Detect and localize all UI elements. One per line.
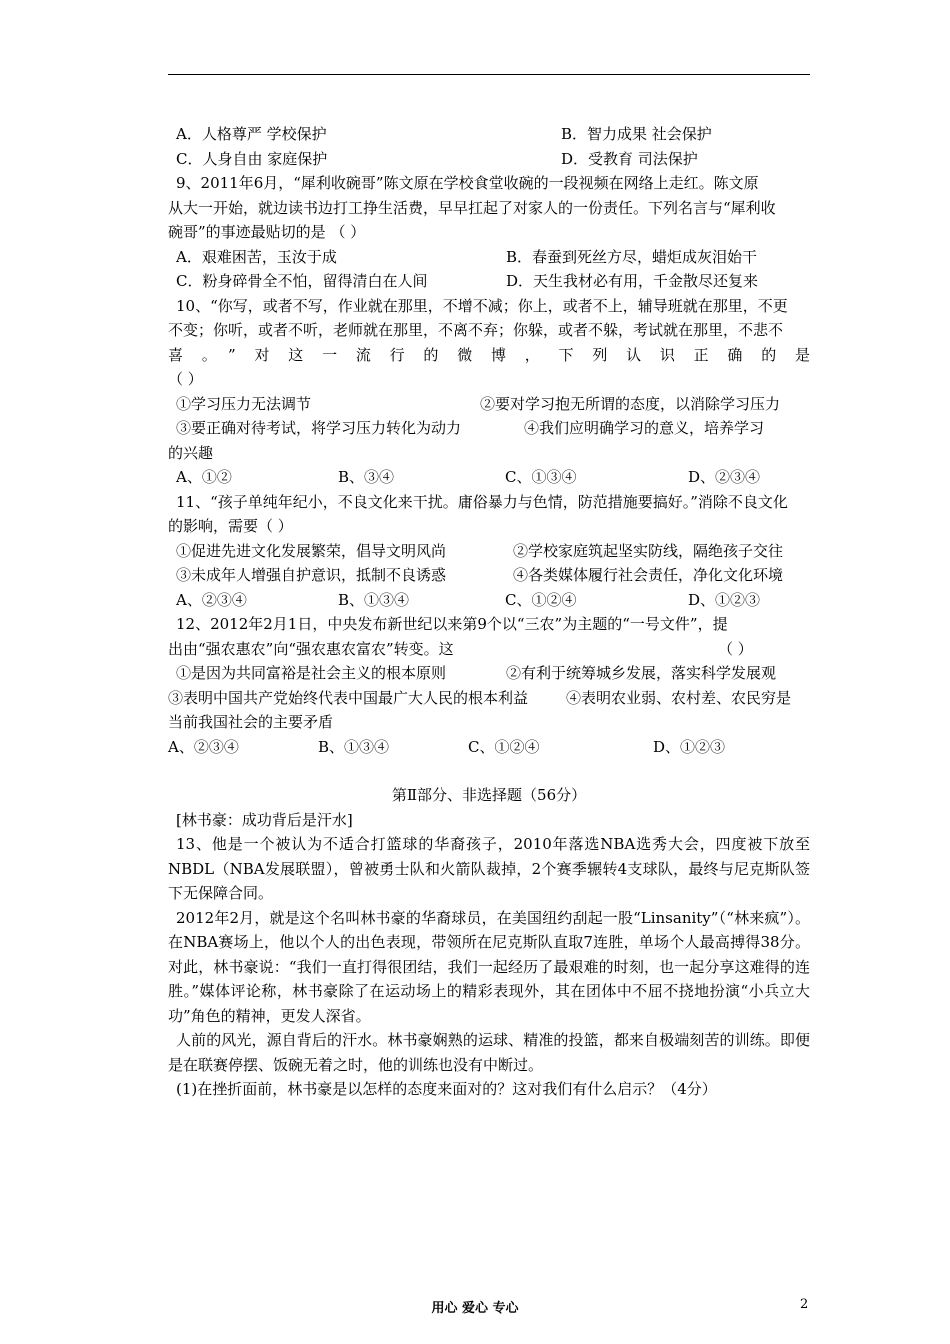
q8-option-d: D．受教育 司法保护 bbox=[561, 149, 698, 168]
q11-statement-4: ④各类媒体履行社会责任，净化文化环境 bbox=[513, 566, 784, 584]
q12-statement-1: ①是因为共同富裕是社会主义的根本原则 bbox=[176, 664, 447, 682]
q9-stem-line-2: 从大一开始，就边读书边打工挣生活费，早早扛起了对家人的一份责任。下列名言与“犀利收 bbox=[168, 198, 776, 217]
q10-stem-line-3: 喜。”对这一流行的微博，下列认识正确的是 bbox=[168, 345, 810, 364]
q9-option-c: C．粉身碎骨全不怕，留得清白在人间 bbox=[176, 272, 428, 290]
q11-statement-2: ②学校家庭筑起坚实防线，隔绝孩子交往 bbox=[513, 541, 784, 560]
q11-option-d: D、①②③ bbox=[688, 590, 761, 609]
q10-statement-1: ①学习压力无法调节 bbox=[176, 394, 312, 413]
q12-stem-line-2-text: 出由“强农惠农”向“强农惠农富农”转变。这 bbox=[168, 639, 454, 658]
q12-options-row bbox=[168, 735, 810, 760]
q10-statements-row-1 bbox=[168, 392, 810, 417]
q9-stem-line-1: 9、2011年6月，“犀利收碗哥”陈文原在学校食堂收碗的一段视频在网络上走红。陈文原 bbox=[176, 174, 759, 192]
q9-option-a: A．艰难困苦，玉汝于成 bbox=[176, 247, 337, 266]
part2-subtitle: [林书豪：成功背后是汗水] bbox=[176, 810, 353, 829]
q10-stem-line-2: 不变；你听，或者不听，老师就在那里，不离不弃；你躲，或者不躲，考试就在那里，不悲不 bbox=[168, 321, 784, 339]
q12-stem-line-2 bbox=[168, 637, 810, 662]
q13-paragraph-2: 2012年2月，就是这个名叫林书豪的华裔球员，在美国纽约刮起一股“Linsanity”（“林来疯”）。在NBA赛场上，他以个人的出色表现，带领所在尼克斯队直取7连胜，单场个人最高搏得38分。对此，林书豪说：“我们一直打得很团结，我们一起经历了最艰难的时刻，也一起分享这难得的连胜。”媒体评论称，林书豪除了在运动场上的精彩表现外，其在团体中不屈不挠地扮演“小兵立大功”角色的精神，更发人深省。 bbox=[168, 908, 810, 1025]
q11-stem-line-1: 11、“孩子单纯年纪小，不良文化来干扰。庸俗暴力与色情，防范措施要搞好。”消除不良文化 bbox=[176, 492, 788, 511]
q10-option-c: C、①③④ bbox=[505, 468, 577, 486]
q10-option-b: B、③④ bbox=[338, 468, 395, 486]
q11-options-row bbox=[168, 588, 810, 613]
q11-statements-row-1 bbox=[168, 539, 810, 564]
q11-stem-line-2: 的影响，需要（ ） bbox=[168, 517, 293, 535]
q9-stem-line-3: 碗哥”的事迹最贴切的是 （ ） bbox=[168, 223, 366, 241]
q12-option-a: A、②③④ bbox=[168, 737, 239, 756]
q12-option-b: B、①③④ bbox=[318, 737, 390, 756]
q13-paragraph-1: 13、他是一个被认为不适合打篮球的华裔孩子，2010年落选NBA选秀大会，四度被下放至NBDL（NBA发展联盟），曾被勇士队和火箭队裁掉，2个赛季辗转4支球队，最终与尼克斯队签下无保障合同。 bbox=[168, 835, 810, 902]
q12-statements-row-1 bbox=[168, 661, 810, 686]
q9-option-b: B．春蚕到死丝方尽，蜡炬成灰泪始干 bbox=[506, 247, 758, 266]
q9-options-row-1 bbox=[168, 245, 810, 270]
q12-statement-2: ②有利于统筹城乡发展，落实科学发展观 bbox=[506, 664, 777, 682]
q10-option-d: D、②③④ bbox=[688, 468, 761, 486]
q11-option-a: A、②③④ bbox=[176, 590, 247, 609]
part2-title: 第Ⅱ部分、非选择题（56分） bbox=[391, 786, 587, 804]
q8-option-c: C．人身自由 家庭保护 bbox=[176, 149, 328, 168]
q11-statement-3: ③未成年人增强自护意识，抵制不良诱惑 bbox=[176, 566, 447, 584]
q10-statement-4: ④我们应明确学习的意义，培养学习 bbox=[524, 419, 765, 437]
q11-statements-row-2 bbox=[168, 563, 810, 588]
q8-option-a: A．人格尊严 学校保护 bbox=[176, 125, 327, 143]
q12-option-c: C、①②④ bbox=[468, 737, 540, 756]
footer-motto: 用心 爱心 专心 bbox=[431, 1301, 519, 1316]
q12-statement-4: ④表明农业弱、农村差、农民穷是 bbox=[566, 688, 792, 707]
q12-statement-4-cont: 当前我国社会的主要矛盾 bbox=[168, 713, 334, 731]
q11-option-c: C、①②④ bbox=[505, 590, 577, 609]
q13-subquestion-1: (1)在挫折面前，林书豪是以怎样的态度来面对的？这对我们有什么启示？（4分） bbox=[176, 1080, 717, 1098]
q10-statement-4-cont: 的兴趣 bbox=[168, 443, 214, 462]
q9-options-row-2 bbox=[168, 269, 810, 294]
q8-options-row-1 bbox=[168, 122, 810, 147]
q10-option-a: A、①② bbox=[176, 468, 232, 486]
section-gap bbox=[168, 759, 810, 783]
q9-option-d: D．天生我材必有用，千金散尽还复来 bbox=[506, 272, 759, 290]
q12-answer-paren: （ ） bbox=[718, 639, 753, 658]
q12-statement-3: ③表明中国共产党始终代表中国最广大人民的根本利益 bbox=[168, 688, 529, 707]
q10-stem-line-1: 10、“你写，或者不写，作业就在那里，不增不减；你上，或者不上，辅导班就在那里，不更 bbox=[176, 296, 788, 315]
q13-paragraph-3: 人前的风光，源自背后的汗水。林书豪娴熟的运球、精准的投篮，都来自极端刻苦的训练。即便是在联赛停摆、饭碗无着之时，他的训练也没有中断过。 bbox=[168, 1031, 810, 1074]
q10-stem-line-4: （ ） bbox=[168, 370, 203, 388]
q12-option-d: D、①②③ bbox=[653, 737, 726, 756]
q8-option-b: B．智力成果 社会保护 bbox=[561, 125, 712, 143]
q12-stem-line-1: 12、2012年2月1日，中央发布新世纪以来第9个以“三农”为主题的“一号文件”，提 bbox=[176, 615, 728, 633]
q10-statements-row-2 bbox=[168, 416, 810, 441]
page-content bbox=[168, 122, 810, 1102]
header-rule bbox=[168, 74, 810, 75]
q10-statement-2: ②要对学习抱无所谓的态度，以消除学习压力 bbox=[480, 394, 781, 413]
q12-statements-row-2 bbox=[168, 686, 810, 711]
q10-statement-3: ③要正确对待考试，将学习压力转化为动力 bbox=[176, 419, 462, 437]
q11-statement-1: ①促进先进文化发展繁荣，倡导文明风尚 bbox=[176, 541, 447, 560]
q8-options-row-2 bbox=[168, 147, 810, 172]
page-number: 2 bbox=[800, 1297, 809, 1312]
q10-options-row bbox=[168, 465, 810, 490]
q11-option-b: B、①③④ bbox=[338, 590, 410, 609]
